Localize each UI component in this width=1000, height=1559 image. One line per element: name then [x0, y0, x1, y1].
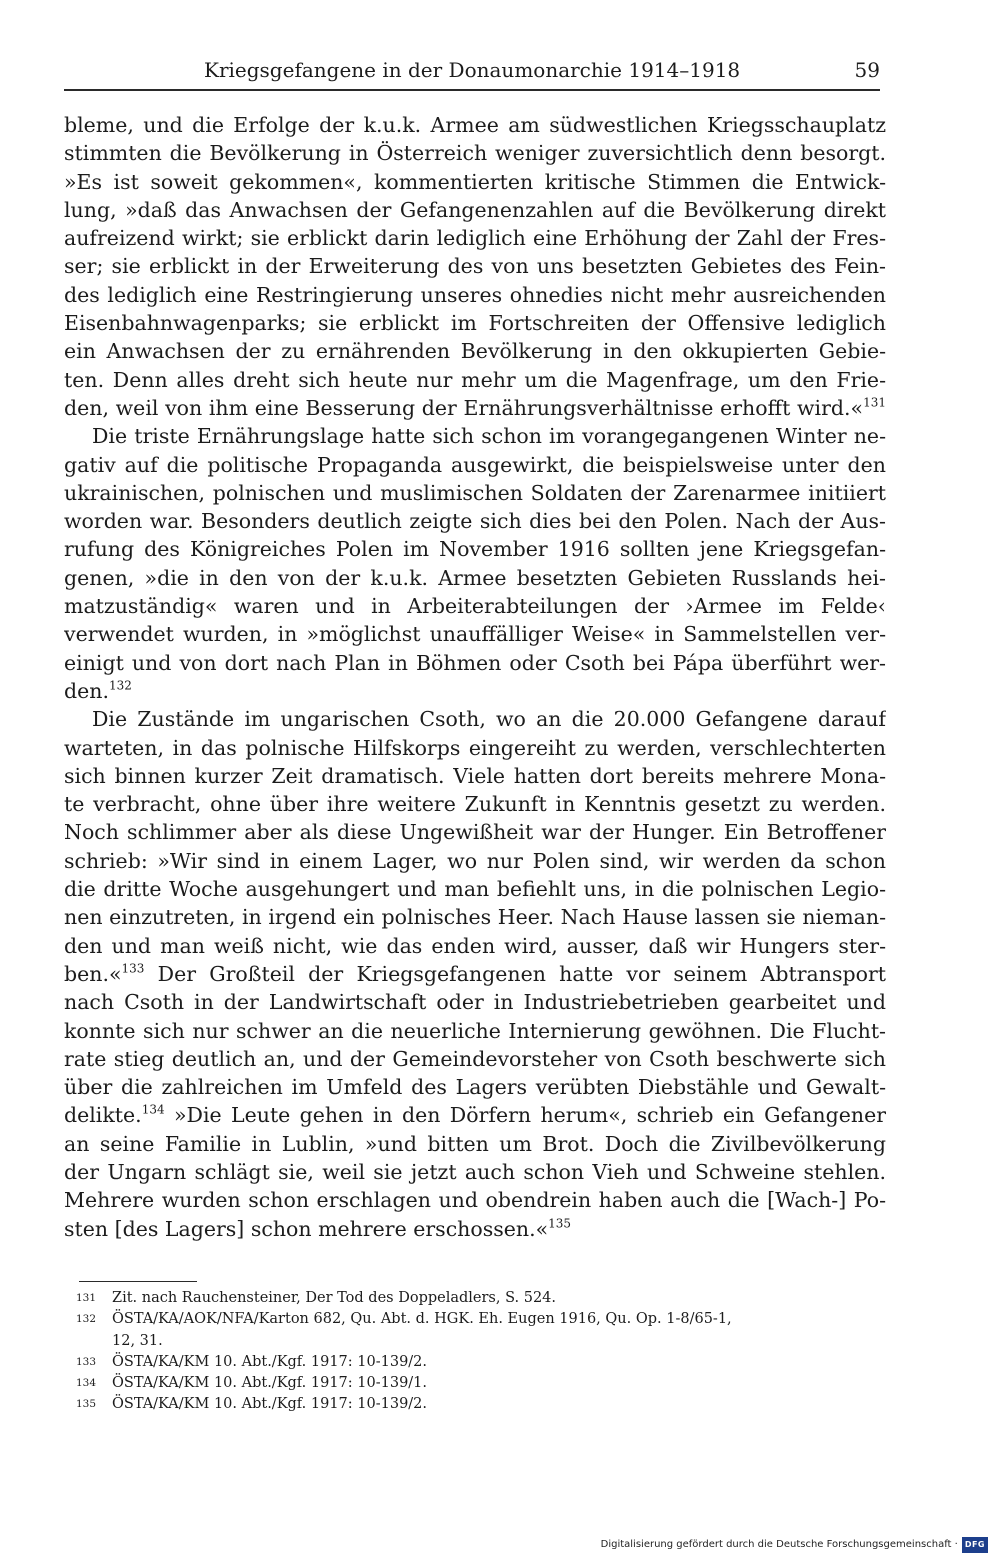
footnote-text: ÖSTA/KA/KM 10. Abt./Kgf. 1917: 10-139/1. [112, 1375, 428, 1392]
digitization-credit [601, 1537, 988, 1553]
text-line: matzuständig« waren und in Arbeiterabteilungen der ›Armee im Felde‹ [64, 594, 886, 619]
text-line: ten. Denn alles dreht sich heute nur mehr um die Magenfrage, um den Frie- [64, 367, 886, 392]
paragraph-2 [64, 422, 886, 705]
text-line: warteten, in das polnische Hilfskorps eingereiht zu werden, verschlechterten [64, 735, 886, 760]
footnote-rule [79, 1281, 197, 1282]
text-line: über die zahlreichen im Umfeld des Lagers verübten Diebstähle und Gewalt- [64, 1075, 886, 1100]
text-line: delikte.$^{134}$ »Die Leute gehen in den Dörfern herum«, schrieb ein Gefangener [64, 1103, 886, 1128]
paragraph-3 [64, 705, 886, 1243]
text-line: te verbracht, ohne über ihre weitere Zukunft in Kenntnis gesetzt zu werden. [64, 792, 886, 817]
text-line: gativ auf die politische Propaganda ausgewirkt, die beispielsweise unter den [64, 452, 886, 477]
text-line: sich binnen kurzer Zeit dramatisch. Viele hatten dort bereits mehrere Mona- [64, 763, 886, 788]
text-line: einigt und von dort nach Plan in Böhmen oder Csoth bei Pápa überführt wer- [64, 650, 886, 675]
text-line: verwendet wurden, in »möglichst unauffälliger Weise« in Sammelstellen ver- [64, 622, 886, 647]
text-line: worden war. Besonders deutlich zeigte sich dies bei den Polen. Nach der Aus- [64, 509, 886, 534]
text-line: Die Zustände im ungarischen Csoth, wo an die 20.000 Gefangene darauf [92, 707, 886, 732]
footnote-number: 131 [76, 1292, 97, 1304]
text-line: der Ungarn schlägt sie, weil sie jetzt auch schon Vieh und Schweine stehlen. [64, 1159, 886, 1184]
text-line: rufung des Königreiches Polen im November 1916 sollten jene Kriegsgefan- [64, 537, 886, 562]
footnote [76, 1352, 890, 1373]
text-line: rate stieg deutlich an, und der Gemeindevorsteher von Csoth beschwerte sich [64, 1046, 886, 1071]
footnote-marker: 134 [141, 1103, 165, 1117]
text-line: des lediglich eine Restringierung unseres ohnedies nicht mehr ausreichenden [64, 282, 886, 307]
footnote-marker: 132 [108, 678, 132, 693]
footnote [76, 1394, 890, 1415]
footnote-number: 133 [76, 1355, 97, 1368]
footnote-text: ÖSTA/KA/KM 10. Abt./Kgf. 1917: 10-139/2. [112, 1353, 428, 1370]
text-line: konnte sich nur schwer an die neuerliche Internierung gewöhnen. Die Flucht- [64, 1018, 886, 1043]
body-text [64, 111, 886, 1243]
text-line: bleme, und die Erfolge der k.u.k. Armee am südwestlichen Kriegsschauplatz [64, 113, 886, 137]
text-line: ein Anwachsen der zu ernährenden Bevölkerung in den okkupierten Gebie- [64, 339, 886, 364]
dfg-logo-icon: DFG [962, 1537, 988, 1553]
text-line: den, weil von ihm eine Besserung der Ernährungsverhältnisse erhofft wird.«$^{131}$ [64, 395, 886, 420]
text-line: Mehrere wurden schon erschlagen und obendrein haben auch die [Wach-] Po- [64, 1188, 886, 1213]
text-line: an seine Familie in Lublin, »und bitten um Brot. Doch die Zivilbevölkerung [64, 1131, 886, 1156]
text-line: ukrainischen, polnischen und muslimischen Soldaten der Zarenarmee initiiert [64, 480, 886, 505]
footnote-number: 132 [76, 1313, 97, 1326]
text-line: nen einzutreten, in irgend ein polnisches Heer. Nach Hause lassen sie nieman- [64, 905, 886, 930]
header-rule [64, 89, 880, 91]
text-line: sten [des Lagers] schon mehrere erschossen.«$^{135}$ [64, 1216, 572, 1241]
text-line: genen, »die in den von der k.u.k. Armee besetzten Gebieten Russlands hei- [64, 565, 886, 590]
footnote-text: Zit. nach Rauchensteiner, Der Tod des Doppeladlers, S. 524. [112, 1290, 557, 1306]
text-line: »Es ist soweit gekommen«, kommentierten kritische Stimmen die Entwick- [64, 169, 886, 194]
text-line: ben.«$^{133}$ Der Großteil der Kriegsgefangenen hatte vor seinem Abtransport [64, 961, 886, 986]
text-line: Noch schlimmer aber als diese Ungewißheit war der Hunger. Ein Betroffener [64, 820, 886, 845]
text-line: die dritte Woche ausgehungert und man befiehlt uns, in die polnischen Legio- [64, 877, 886, 902]
text-line: stimmten die Bevölkerung in Österreich weniger zuversichtlich denn besorgt. [64, 141, 886, 166]
text-line: den.$^{132}$ [64, 678, 132, 703]
footnote [76, 1288, 890, 1309]
footnote [76, 1373, 890, 1394]
text-line: ser; sie erblickt in der Erweiterung des von uns besetzten Gebietes des Fein- [64, 254, 886, 279]
text-line: Die triste Ernährungslage hatte sich schon im vorangegangenen Winter ne- [92, 424, 886, 449]
text-line: schrieb: »Wir sind in einem Lager, wo nur Polen sind, wir werden da schon [64, 848, 886, 873]
footnote [76, 1309, 890, 1352]
text-line: den und man weiß nicht, wie das enden wird, ausser, daß wir Hungers ster- [64, 933, 886, 958]
running-header [64, 56, 880, 92]
footnote-number: 134 [76, 1377, 97, 1390]
footnote-marker: 135 [548, 1216, 572, 1231]
page-number: 59 [854, 58, 880, 82]
footnotes [76, 1288, 890, 1416]
text-line: aufreizend wirkt; sie erblickt darin lediglich eine Erhöhung der Zahl der Fres- [64, 226, 886, 251]
header-title: Kriegsgefangene in der Donaumonarchie 1914–1918 [204, 58, 741, 82]
text-line: lung, »daß das Anwachsen der Gefangenenzahlen auf die Bevölkerung direkt [64, 197, 886, 222]
text-line: nach Csoth in der Landwirtschaft oder in Industriebetrieben gearbeitet und [64, 990, 886, 1015]
footnote-marker: 131 [863, 395, 886, 410]
paragraph-1 [64, 111, 886, 422]
text-line: Eisenbahnwagenparks; sie erblickt im Fortschreiten der Offensive lediglich [64, 311, 886, 336]
footnote-marker: 133 [121, 961, 145, 976]
footnote-text: ÖSTA/KA/AOK/NFA/Karton 682, Qu. Abt. d. HGK. Eh. Eugen 1916, Qu. Op. 1-8/65-1, 12, 31. [112, 1311, 732, 1349]
footnote-number: 135 [76, 1398, 97, 1411]
credit-text: Digitalisierung gefördert durch die Deutsche Forschungsgemeinschaft · [600, 1539, 958, 1550]
footnote-text: ÖSTA/KA/KM 10. Abt./Kgf. 1917: 10-139/2. [112, 1396, 428, 1413]
